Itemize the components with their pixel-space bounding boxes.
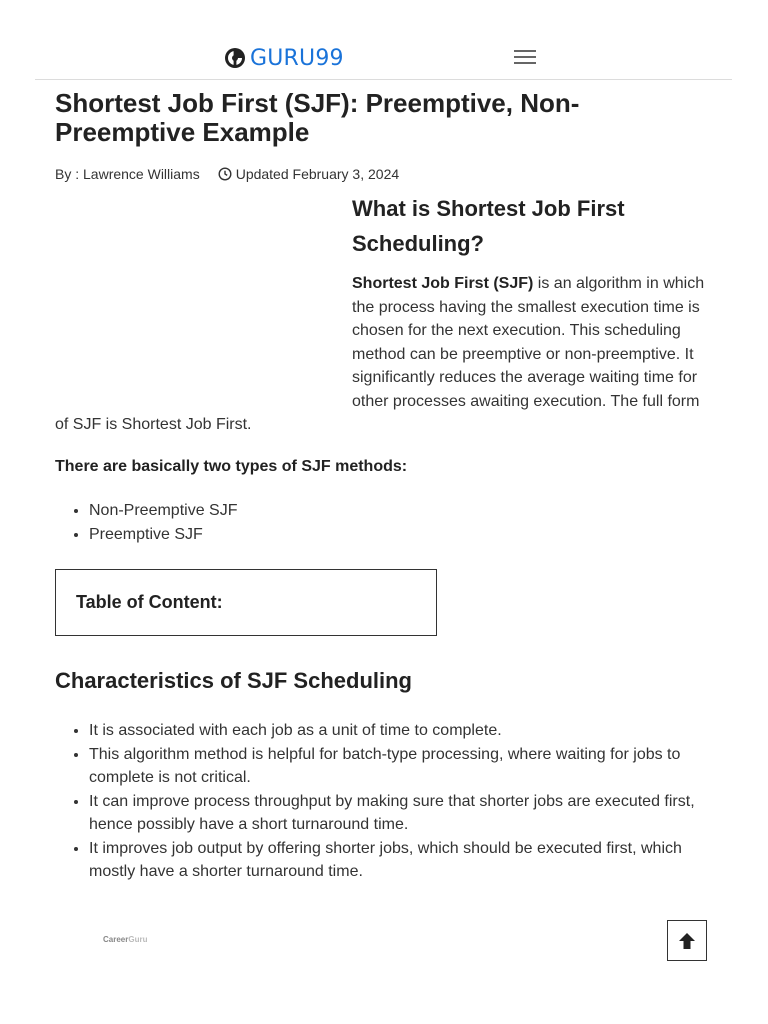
site-header bbox=[35, 0, 732, 80]
career-text: Career bbox=[103, 935, 129, 944]
guru99-logo-icon bbox=[224, 47, 246, 69]
intro-paragraph bbox=[55, 272, 715, 437]
careerguru-logo[interactable] bbox=[103, 935, 147, 944]
author-byline: By : Lawrence Williams bbox=[55, 166, 200, 182]
guru-text: Guru bbox=[128, 935, 148, 944]
toc-label: Table of Content: bbox=[76, 592, 223, 612]
intro-text: is an algorithm in which the process having the smallest execution time is chosen for the next execution. This scheduling method can be preemptive or non-preemptive. It significantly reduces the average waiting time for other processes awaiting execution. The full form of SJF is Shortest Job First. bbox=[55, 275, 705, 433]
clock-icon bbox=[218, 167, 232, 181]
ad-placeholder bbox=[55, 272, 352, 412]
intro-bold-term: Shortest Job First (SJF) bbox=[352, 275, 534, 292]
list-item: • It improves job output by offering shorter jobs, which should be executed first, which mostly have a shorter turnaround time. bbox=[89, 837, 709, 884]
types-list bbox=[89, 499, 389, 546]
types-heading: There are basically two types of SJF methods: bbox=[55, 458, 408, 475]
list-item: • It is associated with each job as a unit of time to complete. bbox=[89, 719, 709, 743]
list-item: • This algorithm method is helpful for batch-type processing, where waiting for jobs to complete is not critical. bbox=[89, 743, 709, 790]
characteristics-list bbox=[89, 719, 709, 884]
hamburger-icon bbox=[514, 50, 536, 52]
list-item: • It can improve process throughput by making sure that shorter jobs are executed first, hence possibly have a short turnaround time. bbox=[89, 790, 709, 837]
logo-text: GURU99 bbox=[250, 45, 344, 71]
section-heading: What is Shortest Job First Scheduling? bbox=[352, 196, 625, 256]
table-of-content-box[interactable] bbox=[55, 569, 437, 636]
site-logo[interactable] bbox=[224, 45, 344, 71]
list-item: • Preemptive SJF bbox=[89, 523, 389, 547]
arrow-up-icon bbox=[677, 931, 697, 951]
page-title: Shortest Job First (SJF): Preemptive, Non-Preemptive Example bbox=[55, 88, 580, 147]
hamburger-menu-button[interactable] bbox=[512, 47, 538, 69]
article-meta bbox=[55, 166, 399, 182]
characteristics-heading: Characteristics of SJF Scheduling bbox=[55, 668, 412, 693]
updated-date: Updated February 3, 2024 bbox=[235, 166, 400, 182]
list-item: • Non-Preemptive SJF bbox=[89, 499, 389, 523]
back-to-top-button[interactable] bbox=[667, 920, 707, 961]
